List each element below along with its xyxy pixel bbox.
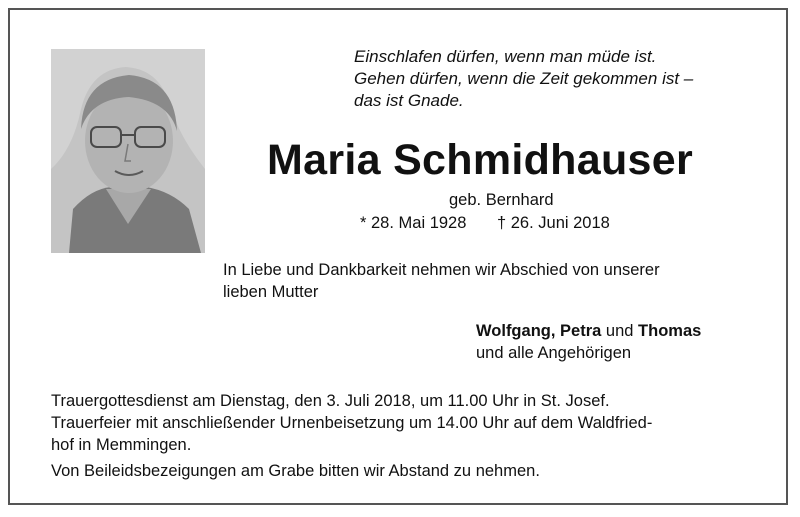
service-details	[51, 390, 771, 456]
service-line: hof in Memmingen.	[51, 436, 192, 454]
mourners-names	[476, 320, 701, 342]
mourner-name: Thomas	[638, 322, 702, 340]
mourner-name: Wolfgang,	[476, 322, 556, 340]
farewell-text	[223, 259, 783, 303]
portrait-illustration	[51, 49, 205, 253]
motto-line: Einschlafen dürfen, wenn man müde ist.	[354, 47, 657, 66]
life-dates	[360, 214, 610, 233]
motto-line: Gehen dürfen, wenn die Zeit gekommen ist –	[354, 69, 694, 88]
mourner-name: Petra	[560, 322, 602, 340]
maiden-name: geb. Bernhard	[449, 191, 554, 209]
motto-quote	[354, 46, 774, 112]
deceased-name: Maria Schmidhauser	[267, 136, 693, 184]
condolence-request: Von Beileidsbezeigungen am Grabe bitten wir Abstand zu nehmen.	[51, 462, 540, 480]
death-date: † 26. Juni 2018	[497, 214, 610, 232]
mourners-connector: und	[605, 322, 634, 340]
service-line: Trauerfeier mit anschließender Urnenbeisetzung um 14.00 Uhr auf dem Waldfried-	[51, 414, 653, 432]
birth-date: * 28. Mai 1928	[360, 214, 467, 232]
mourners-block	[476, 320, 701, 364]
farewell-line: lieben Mutter	[223, 283, 319, 301]
mourners-relatives: und alle Angehörigen	[476, 344, 632, 362]
motto-line: das ist Gnade.	[354, 91, 464, 110]
portrait-photo	[51, 49, 205, 253]
obituary-notice	[8, 8, 788, 505]
farewell-line: In Liebe und Dankbarkeit nehmen wir Abschied von unserer	[223, 261, 660, 279]
service-line: Trauergottesdienst am Dienstag, den 3. Juli 2018, um 11.00 Uhr in St. Josef.	[51, 392, 610, 410]
